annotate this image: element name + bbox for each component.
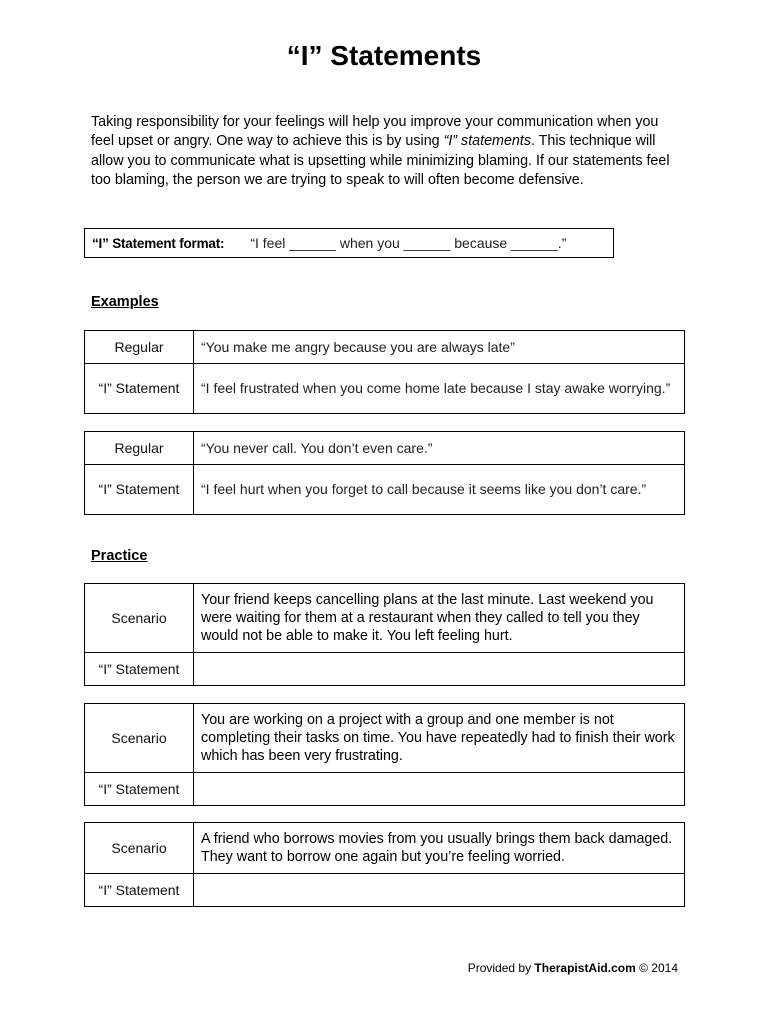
i-statement-label: “I” Statement — [85, 773, 194, 806]
examples-heading: Examples — [91, 294, 159, 310]
intro-paragraph — [91, 113, 681, 190]
scenario-label: Scenario — [85, 584, 194, 653]
i-statement-label: “I” Statement — [85, 465, 194, 515]
scenario-text: A friend who borrows movies from you usually brings them back damaged. They want to borrow one again but you’re feeling worried. — [194, 823, 685, 874]
format-label: “I” Statement format: — [92, 235, 225, 251]
practice-table-1 — [84, 583, 685, 686]
i-statement-example: “I feel frustrated when you come home late because I stay awake worrying.” — [194, 364, 685, 414]
table-row — [85, 331, 685, 364]
i-statement-answer-field[interactable] — [194, 653, 685, 686]
table-row — [85, 432, 685, 465]
i-statement-label: “I” Statement — [85, 874, 194, 907]
regular-statement: “You make me angry because you are always late” — [194, 331, 685, 364]
table-row — [85, 823, 685, 874]
table-row — [85, 653, 685, 686]
i-statement-answer-field[interactable] — [194, 874, 685, 907]
intro-text-before: Taking responsibility for your feelings will help you improve your communication when you feel upset or angry. One way to achieve this is by using — [91, 114, 659, 150]
page-title: “I” Statements — [286, 40, 482, 71]
practice-table-2 — [84, 703, 685, 806]
i-statement-label: “I” Statement — [85, 653, 194, 686]
table-row — [85, 584, 685, 653]
intro-emphasis: “I” statements — [443, 133, 531, 150]
practice-heading: Practice — [91, 548, 148, 564]
i-statement-answer-field[interactable] — [194, 773, 685, 806]
scenario-label: Scenario — [85, 823, 194, 874]
regular-label: Regular — [85, 331, 194, 364]
example-table-1 — [84, 330, 685, 414]
table-row — [85, 773, 685, 806]
practice-table-3 — [84, 822, 685, 907]
regular-statement: “You never call. You don’t even care.” — [194, 432, 685, 465]
scenario-text: Your friend keeps cancelling plans at the last minute. Last weekend you were waiting for them at a restaurant when they called to tell you they would not be able to make it. You left feeling hurt. — [194, 584, 685, 653]
footer-suffix: © 2014 — [635, 961, 678, 975]
table-row — [85, 465, 685, 515]
regular-label: Regular — [85, 432, 194, 465]
intro-text-after: . This technique will allow you to communicate what is upsetting while minimizing blaming. If our statements feel too blaming, the person we are trying to speak to will often become defensive. — [91, 133, 670, 188]
footer-credit — [430, 961, 678, 975]
format-box — [84, 228, 614, 258]
table-row — [85, 874, 685, 907]
example-table-2 — [84, 431, 685, 515]
footer-prefix: Provided by — [467, 961, 535, 975]
scenario-text: You are working on a project with a group and one member is not completing their tasks on time. You have repeatedly had to finish their work which has been very frustrating. — [194, 704, 685, 773]
table-row — [85, 704, 685, 773]
i-statement-label: “I” Statement — [85, 364, 194, 414]
table-row — [85, 364, 685, 414]
i-statement-example: “I feel hurt when you forget to call because it seems like you don’t care.” — [194, 465, 685, 515]
scenario-label: Scenario — [85, 704, 194, 773]
format-template: “I feel ______ when you ______ because ______.” — [250, 235, 567, 251]
footer-brand-link[interactable]: TherapistAid.com — [534, 961, 636, 975]
